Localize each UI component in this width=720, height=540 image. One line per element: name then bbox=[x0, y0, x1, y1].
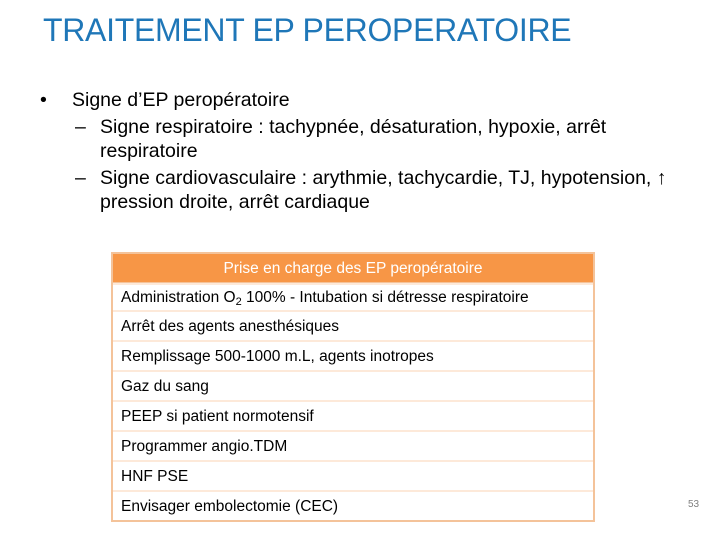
table-row: Programmer angio.TDM bbox=[113, 430, 593, 460]
sub-bullet-respiratory bbox=[40, 115, 680, 163]
table-row: HNF PSE bbox=[113, 460, 593, 490]
row-text-part: Administration O bbox=[121, 289, 236, 306]
sub-bullet-text: Signe respiratoire : tachypnée, désaturation, hypoxie, arrêt respiratoire bbox=[100, 116, 607, 162]
bullet-text: Signe d’EP peropératoire bbox=[72, 89, 290, 111]
row-text-part: 100% - Intubation si détresse respiratoire bbox=[241, 289, 529, 306]
sub-bullet-text: Signe cardiovasculaire : arythmie, tachycardie, TJ, hypotension, ↑ pression droite, arrêt cardiaque bbox=[100, 167, 667, 213]
bullet-item bbox=[40, 88, 680, 112]
dash-marker: – bbox=[75, 167, 86, 189]
table-row: Remplissage 500-1000 m.L, agents inotropes bbox=[113, 340, 593, 370]
bullet-marker: • bbox=[40, 89, 47, 111]
table-row bbox=[113, 283, 593, 310]
table-row: PEEP si patient normotensif bbox=[113, 400, 593, 430]
table-row: Envisager embolectomie (CEC) bbox=[113, 490, 593, 520]
slide-content bbox=[40, 88, 680, 214]
subscript-2: 2 bbox=[235, 296, 242, 308]
table-row: Arrêt des agents anesthésiques bbox=[113, 310, 593, 340]
table-row: Gaz du sang bbox=[113, 370, 593, 400]
management-table bbox=[111, 252, 595, 522]
page-number: 53 bbox=[688, 499, 700, 510]
slide-title: TRAITEMENT EP PEROPERATOIRE bbox=[43, 12, 572, 48]
sub-bullet-cardiovascular bbox=[40, 166, 680, 214]
dash-marker: – bbox=[75, 116, 86, 138]
table-header: Prise en charge des EP peropératoire bbox=[113, 254, 593, 283]
